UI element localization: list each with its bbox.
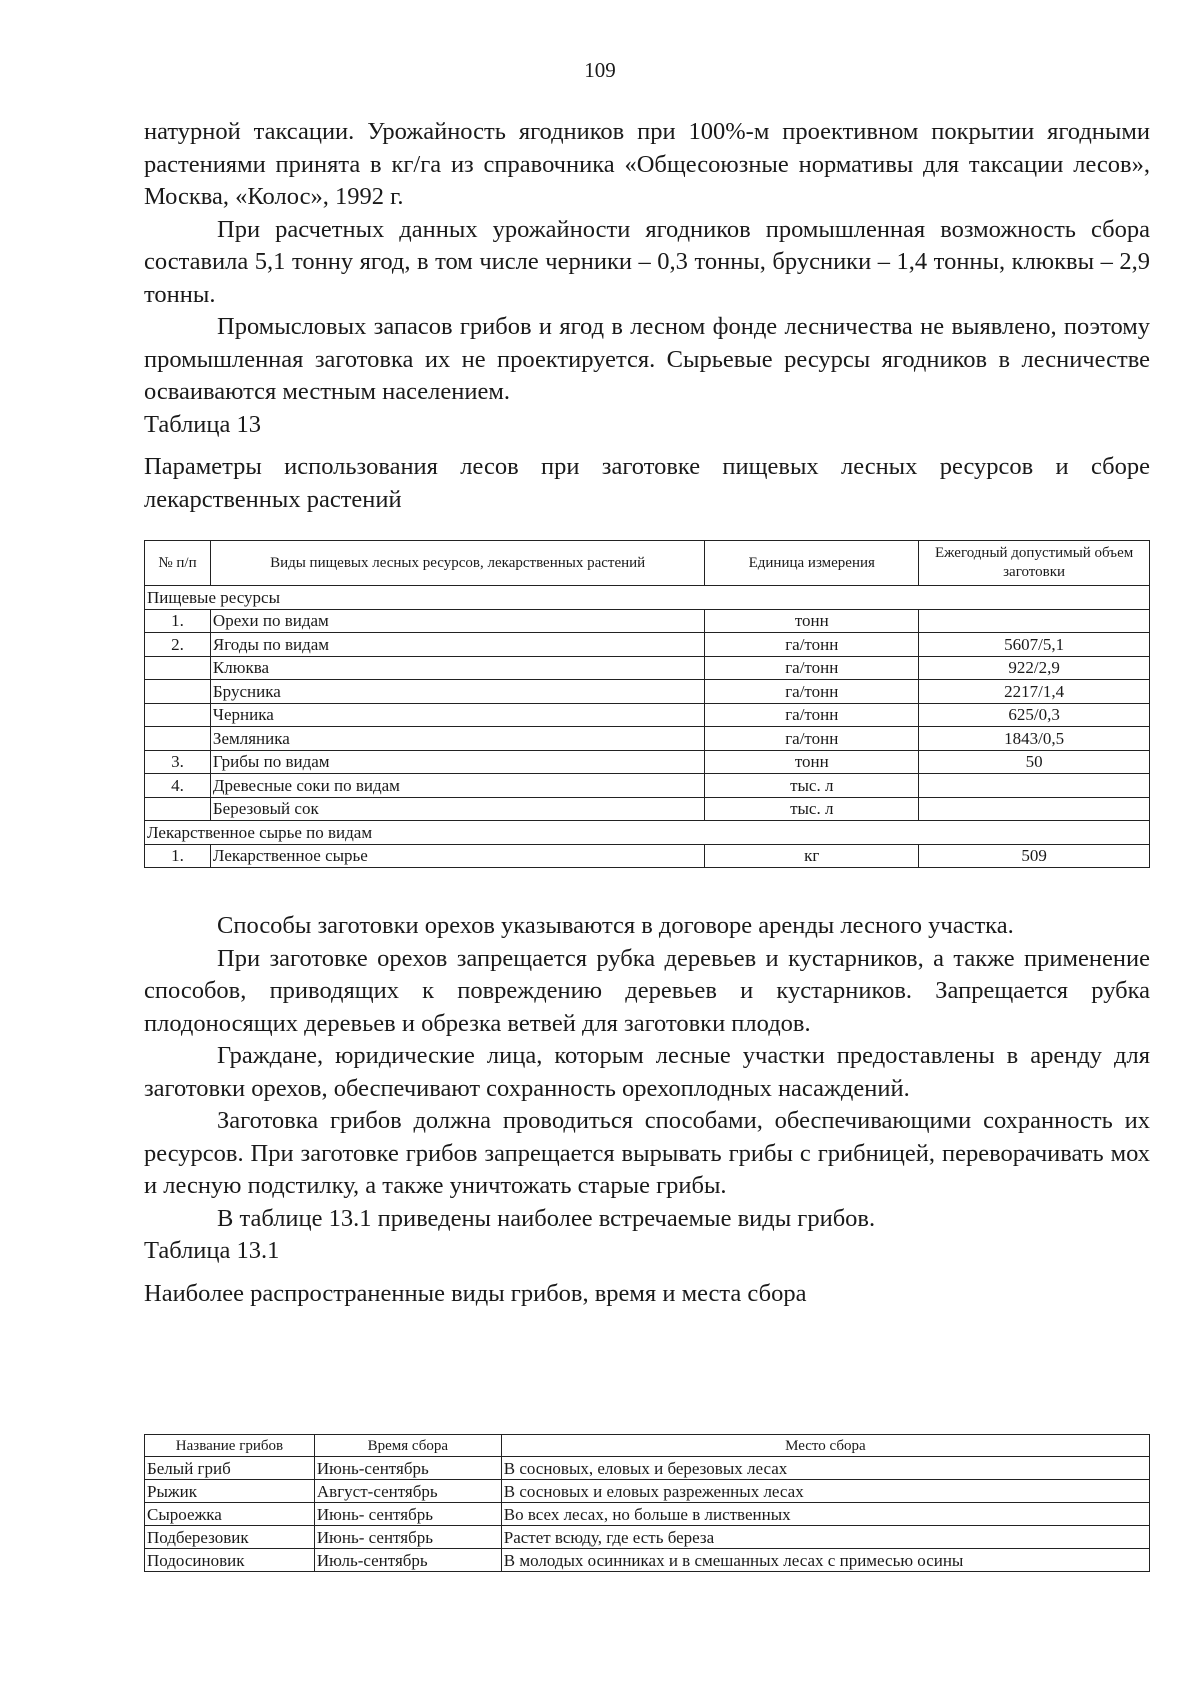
harvest-place: В сосновых, еловых и березовых лесах [501, 1457, 1149, 1480]
unit: га/тонн [705, 703, 919, 727]
table-row [145, 750, 1150, 774]
table-row [145, 1549, 1150, 1572]
table-row [145, 1457, 1150, 1480]
row-number: 2. [145, 633, 211, 657]
harvest-place: Во всех лесах, но больше в лиственных [501, 1503, 1149, 1526]
paragraph: При заготовке орехов запрещается рубка деревьев и кустарников, а также применение способов, приводящих к повреждению деревьев и кустарников. Запрещается рубка плодоносящих деревьев и обрезка ветвей для заготовки плодов. [144, 944, 1150, 1037]
mushroom-name: Подосиновик [145, 1549, 315, 1572]
table-title: Параметры использования лесов при заготовке пищевых лесных ресурсов и сборе лекарственных растений [144, 453, 1150, 513]
resource-name: Черника [210, 703, 704, 727]
text-block-middle [144, 910, 1150, 1310]
table-row [145, 774, 1150, 798]
table-row [145, 609, 1150, 633]
column-header: Время сбора [314, 1435, 501, 1457]
table-row [145, 633, 1150, 657]
unit: кг [705, 844, 919, 868]
paragraph: В таблице 13.1 приведены наиболее встречаемые виды грибов. [217, 1204, 876, 1232]
table-label: Таблица 13.1 [144, 1237, 280, 1264]
table-row [145, 680, 1150, 704]
row-number [145, 727, 211, 751]
volume [919, 797, 1150, 821]
harvest-time: Июнь- сентябрь [314, 1526, 501, 1549]
volume: 1843/0,5 [919, 727, 1150, 751]
table-row [145, 844, 1150, 868]
resource-name: Ягоды по видам [210, 633, 704, 657]
unit: га/тонн [705, 727, 919, 751]
row-number [145, 703, 211, 727]
harvest-time: Август-сентябрь [314, 1480, 501, 1503]
table-row [145, 656, 1150, 680]
row-number: 3. [145, 750, 211, 774]
volume: 509 [919, 844, 1150, 868]
mushroom-name: Подберезовик [145, 1526, 315, 1549]
resource-name: Грибы по видам [210, 750, 704, 774]
page-number: 109 [584, 58, 616, 82]
harvest-time: Июль-сентябрь [314, 1549, 501, 1572]
mushroom-name: Сыроежка [145, 1503, 315, 1526]
table-row [145, 1526, 1150, 1549]
harvest-place: В молодых осинниках и в смешанных лесах с примесью осины [501, 1549, 1149, 1572]
table-row [145, 797, 1150, 821]
unit: га/тонн [705, 633, 919, 657]
harvest-place: Растет всюду, где есть береза [501, 1526, 1149, 1549]
section-label: Лекарственное сырье по видам [145, 821, 1150, 845]
row-number [145, 656, 211, 680]
column-header: № п/п [145, 541, 211, 586]
mushroom-name: Рыжик [145, 1480, 315, 1503]
table-section-row [145, 586, 1150, 610]
unit: тонн [705, 750, 919, 774]
table-row [145, 703, 1150, 727]
table-title: Наиболее распространенные виды грибов, время и места сбора [144, 1279, 807, 1307]
paragraph: Способы заготовки орехов указываются в договоре аренды лесного участка. [217, 912, 1014, 939]
unit: тыс. л [705, 797, 919, 821]
column-header: Место сбора [501, 1435, 1149, 1457]
text-block-top [144, 116, 1150, 516]
table-header-row [145, 1435, 1150, 1457]
volume: 5607/5,1 [919, 633, 1150, 657]
paragraph: натурной таксации. Урожайность ягодников при 100%-м проективном покрытии ягодными растениями принята в кг/га из справочника «Общесоюзные нормативы для таксации лесов», Москва, «Колос», 1992 г. [144, 118, 1150, 210]
resource-name: Клюква [210, 656, 704, 680]
table-row [145, 1480, 1150, 1503]
harvest-place: В сосновых и еловых разреженных лесах [501, 1480, 1149, 1503]
volume: 2217/1,4 [919, 680, 1150, 704]
row-number [145, 680, 211, 704]
paragraph: Заготовка грибов должна проводиться способами, обеспечивающими сохранность их ресурсов. При заготовке грибов запрещается вырывать грибы с грибницей, переворачивать мох и лесную подстилку, а также уничтожать старые грибы. [144, 1107, 1150, 1199]
column-header: Ежегодный допустимый объем заготовки [919, 541, 1150, 586]
table-row [145, 1503, 1150, 1526]
table-header-row [145, 541, 1150, 586]
resource-name: Древесные соки по видам [210, 774, 704, 798]
unit: тонн [705, 609, 919, 633]
volume: 625/0,3 [919, 703, 1150, 727]
harvest-time: Июнь-сентябрь [314, 1457, 501, 1480]
column-header: Название грибов [145, 1435, 315, 1457]
mushroom-name: Белый гриб [145, 1457, 315, 1480]
row-number [145, 797, 211, 821]
volume: 50 [919, 750, 1150, 774]
unit: га/тонн [705, 680, 919, 704]
row-number: 1. [145, 844, 211, 868]
resource-name: Земляника [210, 727, 704, 751]
resource-name: Березовый сок [210, 797, 704, 821]
resource-name: Лекарственное сырье [210, 844, 704, 868]
paragraph: Граждане, юридические лица, которым лесные участки предоставлены в аренду для заготовки орехов, обеспечивают сохранность орехоплодных насаждений. [144, 1042, 1150, 1102]
paragraph: При расчетных данных урожайности ягодников промышленная возможность сбора составила 5,1 тонну ягод, в том числе черники – 0,3 тонны, брусники – 1,4 тонны, клюквы – 2,9 тонны. [144, 215, 1150, 308]
section-label: Пищевые ресурсы [145, 586, 1150, 610]
row-number: 4. [145, 774, 211, 798]
table-row [145, 727, 1150, 751]
column-header: Единица измерения [705, 541, 919, 586]
table-section-row [145, 821, 1150, 845]
resource-name: Орехи по видам [210, 609, 704, 633]
unit: га/тонн [705, 656, 919, 680]
volume: 922/2,9 [919, 656, 1150, 680]
unit: тыс. л [705, 774, 919, 798]
volume [919, 609, 1150, 633]
paragraph: Промысловых запасов грибов и ягод в лесном фонде лесничества не выявлено, поэтому промышленная заготовка их не проектируется. Сырьевые ресурсы ягодников в лесничестве осваиваются местным населением. [144, 313, 1150, 405]
column-header: Виды пищевых лесных ресурсов, лекарственных растений [210, 541, 704, 586]
volume [919, 774, 1150, 798]
table-label: Таблица 13 [144, 410, 262, 438]
resource-name: Брусника [210, 680, 704, 704]
row-number: 1. [145, 609, 211, 633]
table-13 [144, 540, 1150, 868]
harvest-time: Июнь- сентябрь [314, 1503, 501, 1526]
table-13-1 [144, 1434, 1150, 1572]
